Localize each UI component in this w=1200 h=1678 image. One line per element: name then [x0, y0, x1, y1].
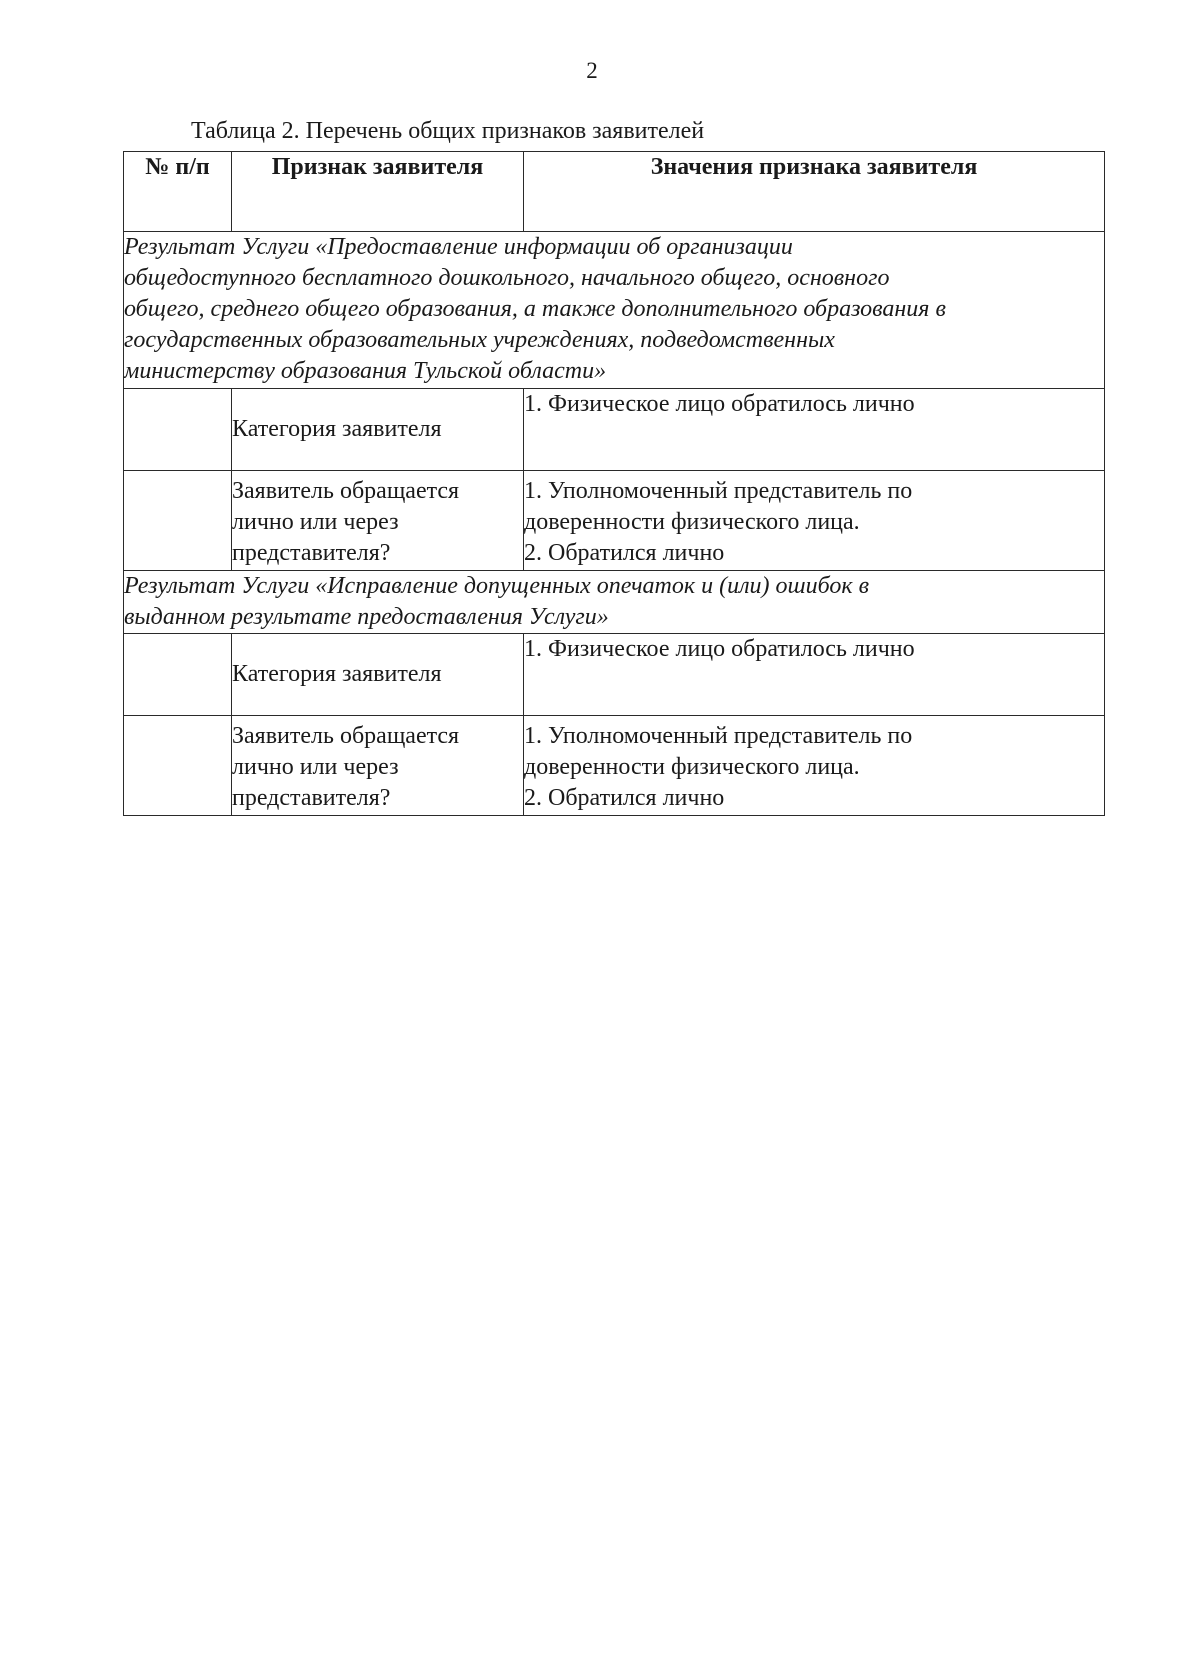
- applicant-attributes-table: [123, 151, 1105, 816]
- row-number: [124, 471, 232, 571]
- attribute-line: Заявитель обращается: [232, 723, 460, 749]
- value-line: 2. Обратился лично: [524, 785, 725, 811]
- section-title: [124, 571, 1105, 634]
- attribute-line: представителя?: [232, 540, 391, 566]
- table-row: [124, 634, 1105, 716]
- value-line: 1. Уполномоченный представитель по: [524, 723, 913, 749]
- value-line: 1. Физическое лицо обратилось лично: [524, 636, 915, 662]
- section-title-line: государственных образовательных учреждениях, подведомственных: [124, 327, 835, 353]
- attribute-cell: [232, 716, 524, 816]
- values-cell: [524, 471, 1105, 571]
- values-cell: [524, 389, 1105, 471]
- value-line: доверенности физического лица.: [524, 754, 860, 780]
- attribute-cell: [232, 634, 524, 716]
- value-line: 1. Уполномоченный представитель по: [524, 478, 913, 504]
- value-line: 2. Обратился лично: [524, 540, 725, 566]
- row-number: [124, 634, 232, 716]
- table-row: [124, 389, 1105, 471]
- attribute-cell: [232, 471, 524, 571]
- table-caption: Таблица 2. Перечень общих признаков заявителей: [191, 118, 705, 144]
- attribute-line: Заявитель обращается: [232, 478, 460, 504]
- table-row: [124, 471, 1105, 571]
- section-title: [124, 232, 1105, 389]
- section-row: [124, 232, 1105, 389]
- page-number: 2: [586, 58, 598, 83]
- row-number: [124, 389, 232, 471]
- header-attribute: Признак заявителя: [232, 152, 524, 232]
- row-number: [124, 716, 232, 816]
- section-row: [124, 571, 1105, 634]
- attribute-line: лично или через: [232, 509, 399, 535]
- section-title-line: министерству образования Тульской области»: [124, 358, 607, 384]
- section-title-line: Результат Услуги «Исправление допущенных опечаток и (или) ошибок в: [124, 573, 870, 599]
- attribute-cell: [232, 389, 524, 471]
- attribute-line: лично или через: [232, 754, 399, 780]
- value-line: доверенности физического лица.: [524, 509, 860, 535]
- section-title-line: общедоступного бесплатного дошкольного, начального общего, основного: [124, 265, 890, 291]
- section-title-line: Результат Услуги «Предоставление информации об организации: [124, 234, 793, 260]
- values-cell: [524, 634, 1105, 716]
- attribute-line: Категория заявителя: [232, 416, 442, 442]
- section-title-line: общего, среднего общего образования, а также дополнительного образования в: [124, 296, 946, 322]
- header-values: Значения признака заявителя: [524, 152, 1105, 232]
- section-title-line: выданном результате предоставления Услуги»: [124, 604, 609, 630]
- table-row: [124, 716, 1105, 816]
- header-number: № п/п: [124, 152, 232, 232]
- table-header-row: [124, 152, 1105, 232]
- attribute-line: Категория заявителя: [232, 661, 442, 687]
- attribute-line: представителя?: [232, 785, 391, 811]
- values-cell: [524, 716, 1105, 816]
- value-line: 1. Физическое лицо обратилось лично: [524, 391, 915, 417]
